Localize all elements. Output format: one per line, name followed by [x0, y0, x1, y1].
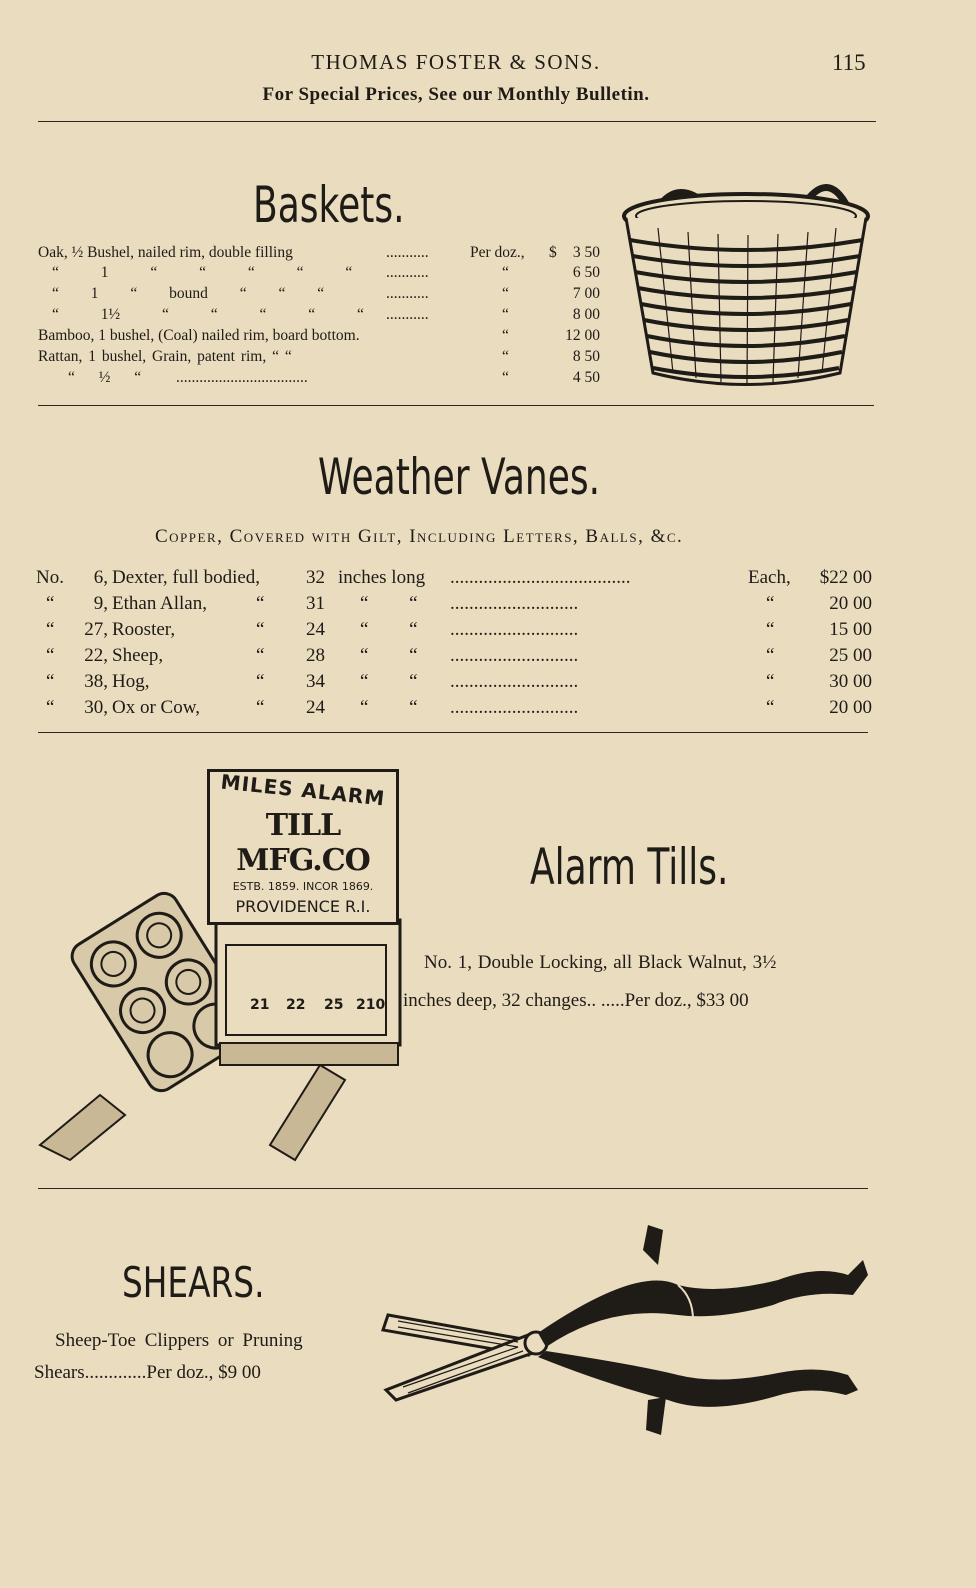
basket-unit: “	[502, 369, 509, 386]
sign-line-1: MILES ALARM	[219, 769, 387, 811]
basket-price: 3 50	[572, 244, 600, 261]
baskets-title: Baskets.	[253, 176, 405, 234]
basket-illustration	[618, 168, 876, 398]
sign-line-2: TILL MFG.CO	[236, 808, 370, 878]
weather-vanes-divider	[38, 732, 868, 733]
basket-price: 8 50	[572, 348, 600, 365]
vane-num: 9,	[93, 593, 108, 614]
shears-illustration	[378, 1225, 876, 1440]
vane-name: Dexter, full bodied,	[112, 567, 261, 588]
vane-row	[36, 567, 876, 593]
vane-size: 31	[306, 593, 325, 614]
vane-num: 27,	[84, 619, 108, 640]
basket-desc: Oak, ½ Bushel, nailed rim, double filling	[38, 244, 293, 261]
vane-quote: “	[256, 697, 265, 718]
vane-unit: “ “	[360, 697, 418, 718]
vane-name: Rooster,	[112, 619, 176, 640]
vane-price: 15 00	[829, 619, 872, 640]
vane-per: “	[766, 671, 775, 692]
vane-dots: ......................................	[450, 567, 631, 588]
shears-title: SHEARS.	[122, 1258, 265, 1307]
vane-no: “	[46, 593, 55, 614]
vane-size: 24	[306, 619, 325, 640]
basket-dots: ...........	[386, 264, 429, 281]
vane-row	[36, 645, 876, 671]
vane-no: “	[46, 645, 55, 666]
vane-name: Ox or Cow,	[112, 697, 200, 718]
vane-row	[36, 593, 876, 619]
vane-num: 6,	[93, 567, 108, 588]
basket-unit: “	[502, 306, 509, 323]
vane-per: “	[766, 619, 775, 640]
vane-price: 20 00	[829, 697, 872, 718]
alarm-till-illustration	[30, 765, 410, 1175]
shears-desc-line-1: Sheep-Toe Clippers or Pruning	[55, 1330, 303, 1351]
basket-dollar: $	[549, 244, 557, 261]
basket-price: 12 00	[565, 327, 600, 344]
coin-label: 21	[250, 997, 270, 1013]
vane-num: 38,	[84, 671, 108, 692]
vane-name: Ethan Allan,	[112, 593, 207, 614]
shears-desc-line-2: Shears.............Per doz., $9 00	[34, 1362, 261, 1383]
vane-unit: “ “	[360, 593, 418, 614]
vane-quote: “	[256, 645, 265, 666]
vane-dots: ...........................	[450, 671, 579, 692]
vane-unit: “ “	[360, 645, 418, 666]
vane-no: “	[46, 619, 55, 640]
firm-name: THOMAS FOSTER & SONS.	[311, 50, 601, 74]
basket-dots: ...........	[386, 285, 429, 302]
vane-dots: ...........................	[450, 619, 579, 640]
vane-no: “	[46, 671, 55, 692]
basket-unit: “	[502, 348, 509, 365]
basket-dots: ...........	[386, 306, 429, 323]
vane-num: 22,	[84, 645, 108, 666]
vane-size: 24	[306, 697, 325, 718]
coin-compartments	[242, 983, 386, 1027]
bulletin-note: For Special Prices, See our Monthly Bulletin.	[262, 84, 650, 105]
vane-size: 32	[306, 567, 325, 588]
alarm-tills-desc-line-1: No. 1, Double Locking, all Black Walnut, 3½	[424, 952, 777, 973]
basket-price: 4 50	[572, 369, 600, 386]
basket-desc: “ 1 “ “ “ “ “	[52, 264, 353, 281]
vane-row	[36, 671, 876, 697]
basket-desc: “ 1½ “ “ “ “ “	[52, 306, 364, 323]
vane-quote: “	[256, 593, 265, 614]
basket-desc: “ ½ “	[68, 369, 142, 386]
basket-desc: Bamboo, 1 bushel, (Coal) nailed rim, board bottom.	[38, 327, 360, 344]
vane-size: 34	[306, 671, 325, 692]
basket-desc: “ 1 “ bound “ “ “	[52, 285, 325, 302]
vane-unit: inches long	[338, 567, 426, 588]
coin-label: 25	[324, 997, 344, 1013]
vane-name: Hog,	[112, 671, 150, 692]
basket-desc: Rattan, 1 bushel, Grain, patent rim, “ “	[38, 348, 292, 365]
sign-line-3: ESTB. 1859. INCOR 1869.	[232, 880, 374, 893]
vane-size: 28	[306, 645, 325, 666]
vane-price: 30 00	[829, 671, 872, 692]
basket-price: 8 00	[572, 306, 600, 323]
vane-dots: ...........................	[450, 593, 579, 614]
vane-quote: “	[256, 619, 265, 640]
vane-per: Each,	[748, 567, 791, 588]
coin-label: 22	[286, 997, 306, 1013]
vane-row	[36, 619, 876, 645]
vane-row	[36, 697, 876, 723]
page-number: 115	[832, 50, 866, 75]
vane-per: “	[766, 697, 775, 718]
basket-unit: “	[502, 264, 509, 281]
weather-vanes-title: Weather Vanes.	[318, 448, 601, 506]
vane-per: “	[766, 645, 775, 666]
alarm-tills-title: Alarm Tills.	[530, 838, 729, 896]
vane-price: 25 00	[829, 645, 872, 666]
basket-price: 6 50	[572, 264, 600, 281]
vane-dots: ...........................	[450, 697, 579, 718]
vane-no: No.	[36, 567, 64, 588]
vane-no: “	[46, 697, 55, 718]
alarm-tills-desc-line-2: inches deep, 32 changes.. .....Per doz., $33 00	[403, 990, 749, 1011]
till-sign	[207, 769, 399, 925]
vane-unit: “ “	[360, 671, 418, 692]
basket-price: 7 00	[572, 285, 600, 302]
basket-unit: “	[502, 285, 509, 302]
basket-unit: “	[502, 327, 509, 344]
vane-per: “	[766, 593, 775, 614]
vane-price: 20 00	[829, 593, 872, 614]
basket-unit: Per doz.,	[470, 244, 525, 261]
alarm-tills-divider	[38, 1188, 868, 1189]
vane-num: 30,	[84, 697, 108, 718]
sign-line-4: PROVIDENCE R.I.	[235, 897, 371, 916]
coin-label: 210	[356, 997, 386, 1013]
header-divider	[38, 121, 876, 122]
basket-dots: ...........	[386, 244, 429, 261]
weather-vanes-subtitle: Copper, Covered with Gilt, Including Letters, Balls, &c.	[155, 526, 684, 547]
vane-quote: “	[256, 671, 265, 692]
baskets-divider	[38, 405, 874, 406]
basket-dots: ..................................	[176, 369, 308, 386]
vane-unit: “ “	[360, 619, 418, 640]
vane-price: $22 00	[819, 567, 872, 588]
vane-name: Sheep,	[112, 645, 164, 666]
vane-dots: ...........................	[450, 645, 579, 666]
